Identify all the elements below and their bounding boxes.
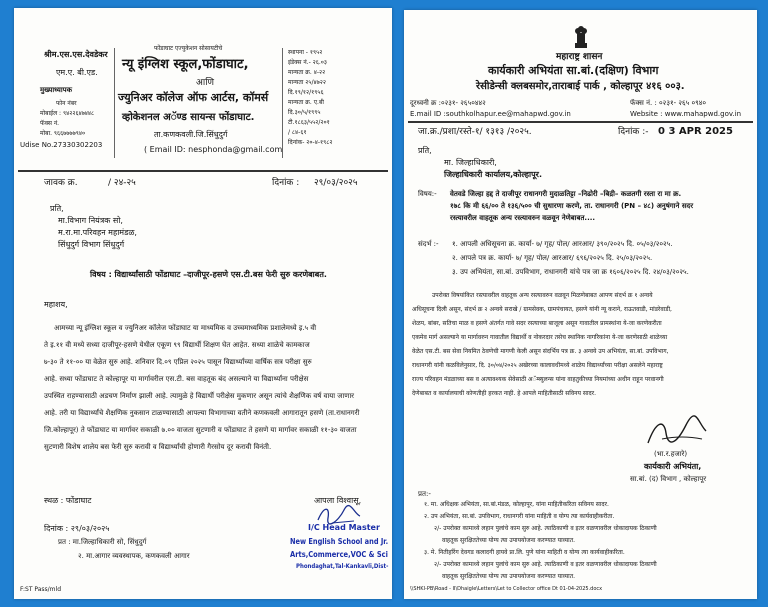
- reference-number: जा.क्र./प्रशा/रस्ते-१/ १३१३ /२०२५.: [418, 127, 532, 137]
- school-stamp-line: Phondaghat,Tal-Kankavli,Dist-: [296, 563, 389, 570]
- to-line: प्रति,: [50, 204, 64, 213]
- to-line: मा.विभाग नियंत्रक सो,: [58, 216, 123, 225]
- cc-line: २/- उपरोक्त कामाध्ये लहान पुलांचे काम सुरु आहे. त्याठिकाणी व इतर वळणावरील धोकादायक ठिकाणी: [434, 525, 657, 532]
- cc-label: प्रत:-: [418, 490, 431, 498]
- body-line: ते इ.११ वी मध्ये सध्या दाजीपूर-हसणे येथील एकूण ९९ विद्यार्थी शिक्षण घेत आहेत. सध्या शाळेचे कामकाज: [44, 341, 310, 349]
- code-line: मान्यता क्र. ४-२२: [288, 69, 326, 76]
- principal-phone: फोन नंबर: [56, 100, 77, 107]
- principal-name: श्रीम.एस.एस.देवडेकर: [44, 50, 108, 59]
- principal-mobile: मोबाईल : ९४२२६४७४४८: [40, 110, 95, 117]
- subject-line: वेतवडे जिल्हा हद्द ते दाजीपूर राधानगरी मुदाळतिट्टा –निढोरी –बिद्री– कळतगी रस्ता रा मा क्र.: [450, 190, 682, 198]
- subject-line: १७८ कि मी ६६/०० ते १३६/५०० ची सुधारणा करणे, ता. राधानगरी (PN – ४८) अनुषंगाने सदर: [450, 202, 694, 210]
- body-line: उपरोक्त विषयांकित रस्त्यावरील वाहतूक अन्य रस्त्यावरुन वळवून मिळणेबाबत आपण संदर्भ क्र १ अन्वये: [432, 292, 653, 299]
- cc-line: १. मा. अधिक्षक अभियंता, सा.बां.मंडळ, कोल्हापूर, यांना माहितीकरिता सविनय सादर.: [424, 501, 609, 508]
- cc-line: २/- उपरोक्त कामाध्ये लहान पुलांचे काम सुरु आहे. त्याठिकाणी व इतर वळणावरील धोकादायक ठिकाणी: [434, 561, 657, 568]
- header-divider: [114, 48, 115, 158]
- principal-designation: मुख्याध्यापक: [40, 86, 73, 94]
- date-value: २९/०३/२०२५: [314, 178, 358, 188]
- body-line: अधिसूचना दिली असून, संदर्भ क्र २ अन्वये सराखे / ग्रामसेवक, ग्रामपंचायत, हसणे यांनी न्यू कराने, राऊतवाडी, मांडरेवाडी,: [412, 306, 672, 313]
- school-name: न्यू इंग्लिश स्कूल,फोंडाघाट,: [122, 57, 249, 72]
- reference-item: १. आपली अधिसूचना क्र. कार्या- ७/ गृह/ पोल/ आरआर/ ३९०/२०२५ दि. ०५/०३/२०२५.: [452, 240, 673, 248]
- office-email: E.mail ID :southkolhapur.ee@mahapwd.gov.in: [410, 110, 571, 118]
- college-name: ज्युनिअर कॉलेज ऑफ आर्टस, कॉमर्स: [118, 91, 269, 104]
- cc-line: २. मा.आगार व्यवस्थापक, कणकवली आगार: [78, 552, 190, 560]
- closing: आपला विश्वासू,: [314, 496, 362, 505]
- header-rule: [18, 170, 388, 172]
- code-line: / ८४-६१: [288, 129, 307, 136]
- signer-name: (भा.र.हजारे): [654, 450, 688, 458]
- cc-line: वाहतूक सुरक्षिततेच्या योग्य त्या उपाययोजना करण्यात याव्यात.: [442, 537, 576, 544]
- school-letter: [14, 8, 392, 599]
- outward-number: / २४-२५: [108, 178, 136, 188]
- code-line: स्थापना - १९५२: [288, 49, 323, 56]
- cc-line: प्रत : मा.जिल्हाधिकारी सो, सिंधुदुर्ग: [58, 538, 147, 546]
- cc-line: वाहतूक सुरक्षिततेच्या योग्य त्या उपाययोजना करण्यात याव्यात.: [442, 573, 576, 580]
- pwd-letter: [404, 10, 757, 599]
- cc-line: ३. मे. नितीहरिंग देवगड कलादगी हायवे प्रा.लि. पुणे यांना माहिती व योग्य त्या कार्यवाहीकरिता.: [424, 549, 625, 556]
- reference-label: संदर्भ :-: [418, 240, 439, 248]
- signer-title: कार्यकारी अभियंता,: [644, 462, 702, 471]
- footer-ref: F:ST Pass/mld: [20, 586, 62, 593]
- body-line: वेळेत एस.टी. बस सेवा नियमित ठेवणेची मागणी केली असून संदर्भिय पत्र क्र. ३ अन्वये उप अभियंता, सा.बां. उपविभाग,: [412, 348, 669, 355]
- cc-line: २. उप अभियंता, सा.बां. उपविभाग, राधानगरी यांना माहिती व योग्य त्या कार्यवाहीकरीता.: [424, 513, 615, 520]
- udise-number: Udise No.27330302203: [20, 141, 103, 149]
- body-line: जि.कोल्हापूर) ते फोंडाघाट या मार्गावर सकाळी ७.०० वाजता सुटणारी व फोंडाघाट ते हसणे या मार्गावर सकाळी ११-३० वाजता: [44, 426, 357, 434]
- principal-degree: एम.ए. बी.एड.: [56, 68, 98, 77]
- office-address: रेसीडेन्सी क्लबसमोर,ताराबाई पार्क , कोल्हापूर ४१६ ००३.: [476, 81, 685, 92]
- state-emblem-icon: [572, 24, 590, 50]
- header-divider: [282, 48, 283, 158]
- to-line: मा. जिल्हाधिकारी,: [444, 158, 497, 167]
- code-line: दि.१९/१२/१९५६: [288, 89, 324, 96]
- date-label: दिनांक :-: [618, 127, 649, 137]
- body-line: शेळप, बांबर, सतिचा माळ व हसणे अंतर्गत गावे सदर रस्त्याच्या बाजूला असून गावातील प्रामस्थांना ये-जा करणेकरीता: [412, 320, 662, 327]
- office-phone: दूरध्वनी क्र :०२३१- २६५०४४२: [410, 99, 486, 107]
- subject-line: रस्त्यावरील वाहतूक अन्य रस्त्यावरुन वळवून नेणेबाबत....: [450, 214, 596, 222]
- office-website: Website : www.mahapwd.gov.in: [630, 110, 742, 118]
- head-master-label: I/C Head Master: [308, 523, 380, 532]
- body-line: सुटणारी विशेष शालेय बस फेरी सुरु करावी व विद्यार्थ्यांची होणारी गैरसोय दूर करावी विनंती.: [44, 443, 272, 451]
- outward-label: जावक क्र.: [44, 178, 78, 188]
- subject-label: विषय:-: [418, 190, 437, 198]
- principal-fax: फॅक्स नं.: [40, 120, 60, 127]
- gov-title: महाराष्ट्र शासन: [556, 52, 603, 62]
- body-line: आमच्या न्यू इंग्लिश स्कूल व ज्युनिअर कॉलेज फोंडाघाट या माध्यमिक व उच्चमाध्यमिक प्रशालेमध्ये इ.५ वी: [54, 324, 317, 332]
- society-name: फोंडाघाट एज्युकेशन सोसायटीचे: [154, 45, 223, 52]
- engineer-signature: [642, 415, 712, 451]
- body-line: देणेबाबत व कार्यालयाची कोणतीही हरकत नाही. हे आपले माहितीसाठी सविनय सादर.: [412, 390, 597, 397]
- code-line: दिनांक- २०-४-१९८२: [288, 139, 333, 146]
- body-line: ७-३० ते ११-०० या वेळेत सुरु आहे. शनिवार दि.०९ एप्रिल २०२५ पासून विद्यार्थ्यांच्या वार्षिक सत्र परीक्षा सुरु: [44, 358, 312, 366]
- cc-date: दिनांक : २९/०३/२०२५: [44, 524, 110, 533]
- body-line: आहे. सध्या फोंडाघाट ते कोल्हापूर या मार्गावरील एस.टी. बस वाहतूक बंद असल्याने या विद्यार्थ्यांना परीक्षेस: [44, 375, 309, 383]
- salutation: महाशय,: [44, 300, 68, 309]
- school-stamp-line: Arts,Commerce,VOC & Sci: [290, 550, 388, 559]
- footer-path: \\SHKI-PB\Road - II\Dhaigle\Letters\Let to Collector office Dt 01-04-2025.docx: [410, 586, 603, 592]
- college-name-2: व्होकेशनल अॅण्ड सायन्स फोंडाघाट.: [122, 112, 255, 123]
- conjunction: आणि: [196, 78, 215, 88]
- school-taluka: ता.कणकवली.जि.सिंधुदुर्ग: [154, 130, 228, 139]
- code-line: टी.१८६३/५५२/२०१: [288, 119, 330, 126]
- office-title: कार्यकारी अभियंता सा.बां.(दक्षिण) विभाग: [488, 64, 659, 77]
- body-line: एकमेव मार्ग असल्याने या मार्गावरुन गावातील विद्यार्थी व नोकरदार तसेच स्थानिक नागरिकांना ये-जा करणेसाठी शाळेच्या: [412, 334, 668, 341]
- signer-office: सा.बां. (द) विभाग , कोल्हापूर: [630, 475, 707, 483]
- letter-subject: विषय : विद्यार्थ्यांसाठी फोंडाघाट –दाजीपूर-हसणे एस.टी.बस फेरी सुरु करणेबाबत.: [90, 270, 327, 279]
- letter-place: स्थळ : फोंडाघाट: [44, 496, 92, 505]
- header-rule: [408, 121, 753, 123]
- to-line: प्रति,: [418, 146, 432, 155]
- school-stamp-line: New English School and Jr.: [290, 537, 389, 546]
- date-stamp: 0 3 APR 2025: [658, 126, 733, 137]
- body-line: राधानगरी यांनी कळविलेनुसार, दि. ३०/०४/२०२५ अखेरच्या कालावधीमध्ये शाळेय विद्यार्थ्यांच्या परीक्षा असलेने महाराष्ट्र: [412, 362, 663, 369]
- reference-item: ३. उप अभियंता, सा.बां. उपविभाग, राधानगरी यांचे पत्र जा क्र १६०६/२०२५ दि. २४/०३/२०२५.: [452, 268, 689, 276]
- body-line: राज्य परिवहन मंडळाच्या बस व अत्यावश्यक सेवेसाठी अॅम्ब्युलन्स यांना वाहतुकीच्या नियमांच्या अधीन राहून परवानगी: [412, 376, 664, 383]
- body-line: उपस्थित राहण्यासाठी अडचण निर्माण झाली आहे. त्यामुळे हे विद्यार्थी परीक्षेस मुकणार असून त्यांचे शैक्षणिक वर्ष वाया जाणार: [44, 392, 355, 400]
- reference-item: २. आपले पत्र क्र. कार्या- ७/ गृह/ पोल/ आरआर/ ६९६/२०२५ दि. २५/०३/२०२५.: [452, 254, 653, 262]
- principal-mobile-2: मोबा. ९६६७७७७९४०: [40, 130, 86, 137]
- to-line: म.रा.मा.परिवहन महामंडळ,: [58, 228, 137, 237]
- date-label: दिनांक :: [272, 178, 300, 188]
- code-line: दि.३०/५/१९९५: [288, 109, 321, 116]
- code-line: मान्यता २५/४७२२: [288, 79, 327, 86]
- to-line: सिंधुदुर्ग विभाग सिंधुदुर्ग: [58, 240, 125, 249]
- code-line: मान्यता क्र. ए.बी: [288, 99, 324, 106]
- code-line: इंडेक्स नं.- २६.०३: [288, 59, 328, 66]
- office-fax: फॅक्स नं. : ०२३१- २६५ ०९४०: [630, 99, 707, 107]
- school-email: ( Email ID: nesphonda@gmail.com: [144, 145, 283, 154]
- body-line: आहे. तरी या विद्यार्थ्यांचे शैक्षणिक नुकसान टाळण्यासाठी आपल्या विभागाच्या वतीने कणकवली आगारातून हसणे (ता.राधानगरी: [44, 409, 360, 417]
- to-line: जिल्हाधिकारी कार्यालय,कोल्हापूर.: [444, 170, 542, 179]
